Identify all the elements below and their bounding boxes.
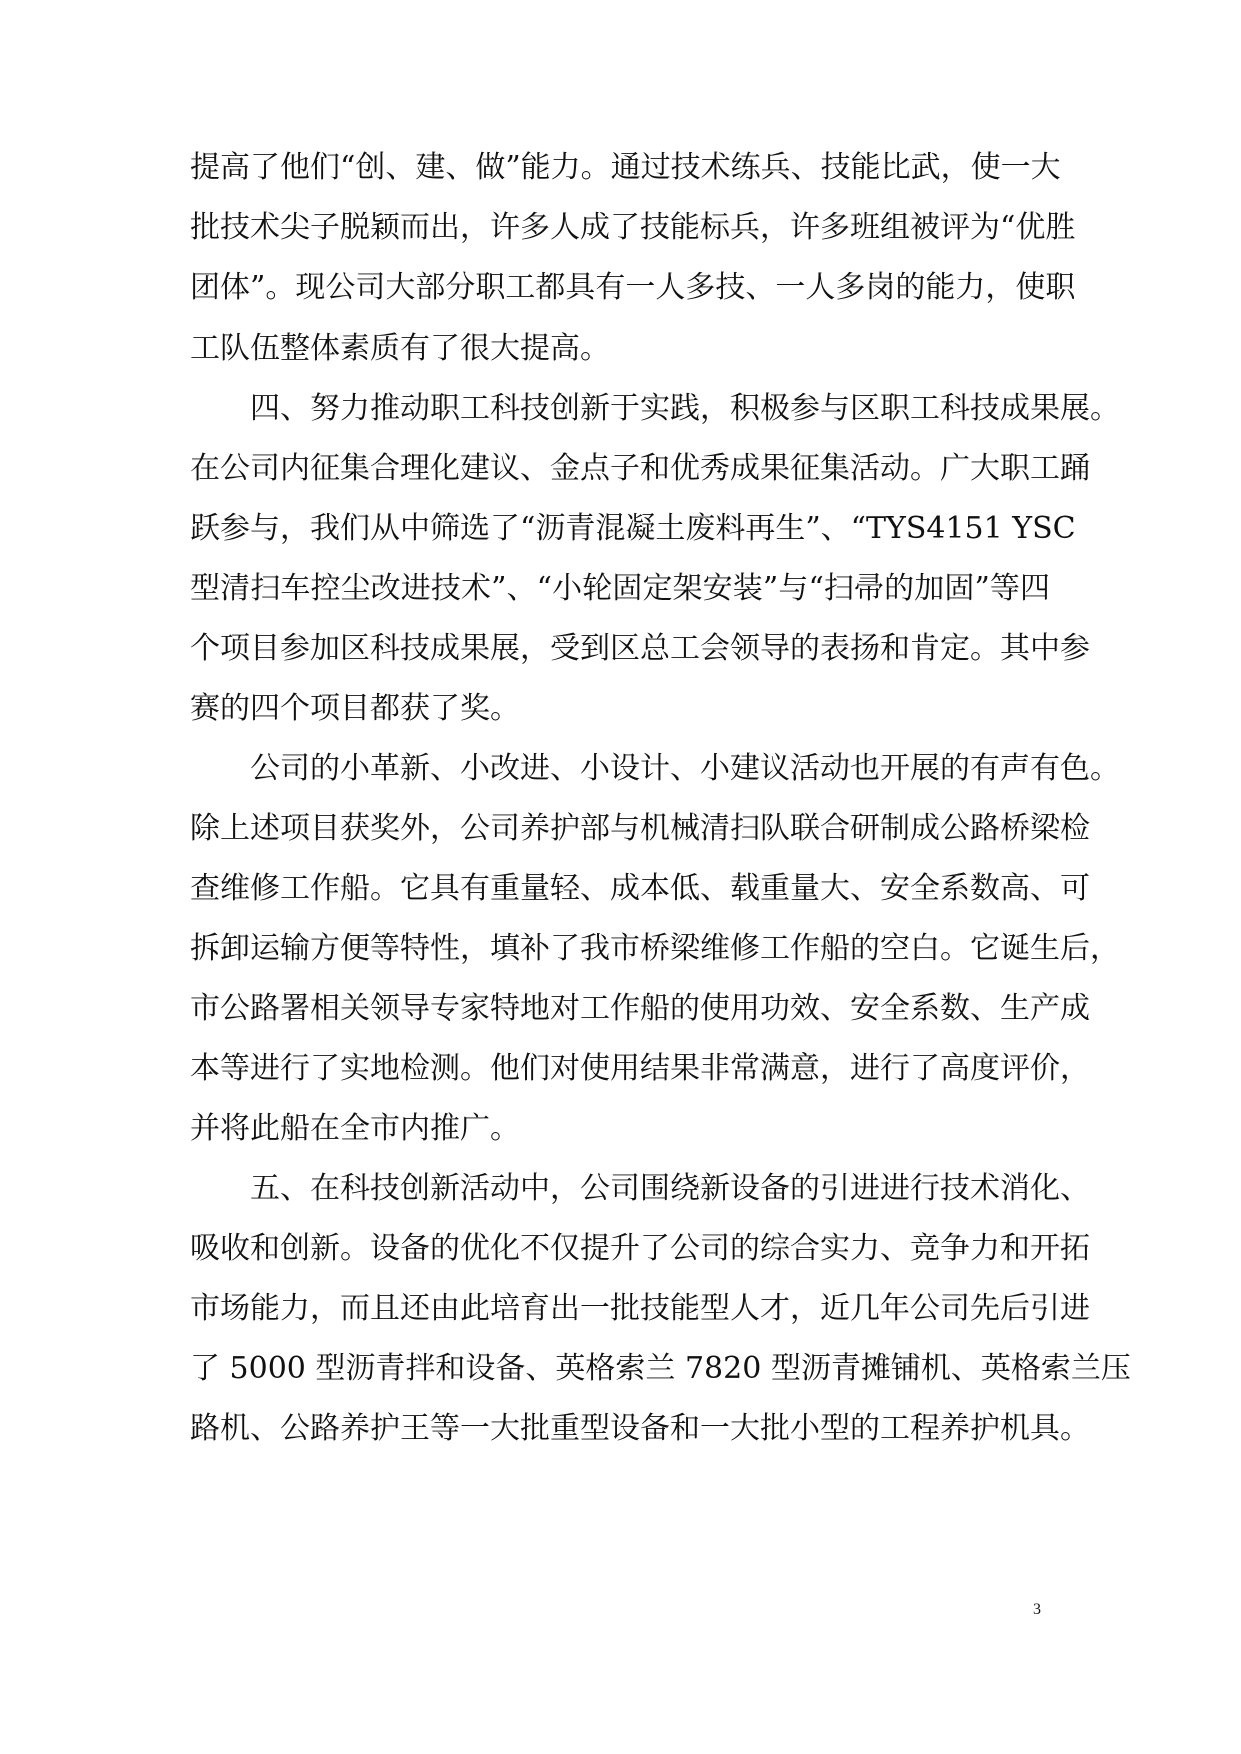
text-line: 型清扫车控尘改进技术”、“小轮固定架安装”与“扫帚的加固”等四: [190, 571, 1050, 606]
text-line: 拆卸运输方便等特性，填补了我市桥梁维修工作船的空白。它诞生后，: [190, 931, 1120, 966]
text-line: 除上述项目获奖外，公司养护部与机械清扫队联合研制成公路桥梁检: [190, 811, 1090, 846]
text-line: 吸收和创新。设备的优化不仅提升了公司的综合实力、竞争力和开拓: [190, 1231, 1090, 1266]
text-line: 查维修工作船。它具有重量轻、成本低、载重量大、安全系数高、可: [190, 871, 1090, 906]
text-line: 工队伍整体素质有了很大提高。: [190, 331, 610, 366]
text-line: 跃参与，我们从中筛选了“沥青混凝土废料再生”、“TYS4151 YSC: [190, 511, 1076, 546]
paragraph-start-line: 五、在科技创新活动中，公司围绕新设备的引进进行技术消化、: [250, 1171, 1090, 1206]
text-line: 赛的四个项目都获了奖。: [190, 691, 520, 726]
text-line: 团体”。现公司大部分职工都具有一人多技、一人多岗的能力，使职: [190, 270, 1076, 305]
text-line: 了 5000 型沥青拌和设备、英格索兰 7820 型沥青摊铺机、英格索兰压: [190, 1351, 1131, 1386]
text-line: 路机、公路养护王等一大批重型设备和一大批小型的工程养护机具。: [190, 1411, 1090, 1446]
text-line: 批技术尖子脱颖而出，许多人成了技能标兵，许多班组被评为“优胜: [190, 210, 1076, 245]
paragraph-start-line: 公司的小革新、小改进、小设计、小建议活动也开展的有声有色。: [250, 751, 1120, 786]
text-line: 市公路署相关领导专家特地对工作船的使用功效、安全系数、生产成: [190, 991, 1090, 1026]
text-line: 提高了他们“创、建、做”能力。通过技术练兵、技能比武，使一大: [190, 150, 1061, 185]
text-line: 本等进行了实地检测。他们对使用结果非常满意，进行了高度评价，: [190, 1051, 1090, 1086]
text-line: 个项目参加区科技成果展，受到区总工会领导的表扬和肯定。其中参: [190, 631, 1090, 666]
paragraph-start-line: 四、努力推动职工科技创新于实践，积极参与区职工科技成果展。: [250, 391, 1120, 426]
text-line: 并将此船在全市内推广。: [190, 1111, 520, 1146]
page-number: 3: [1033, 1601, 1041, 1618]
text-line: 在公司内征集合理化建议、金点子和优秀成果征集活动。广大职工踊: [190, 451, 1090, 486]
text-line: 市场能力，而且还由此培育出一批技能型人才，近几年公司先后引进: [190, 1291, 1090, 1326]
